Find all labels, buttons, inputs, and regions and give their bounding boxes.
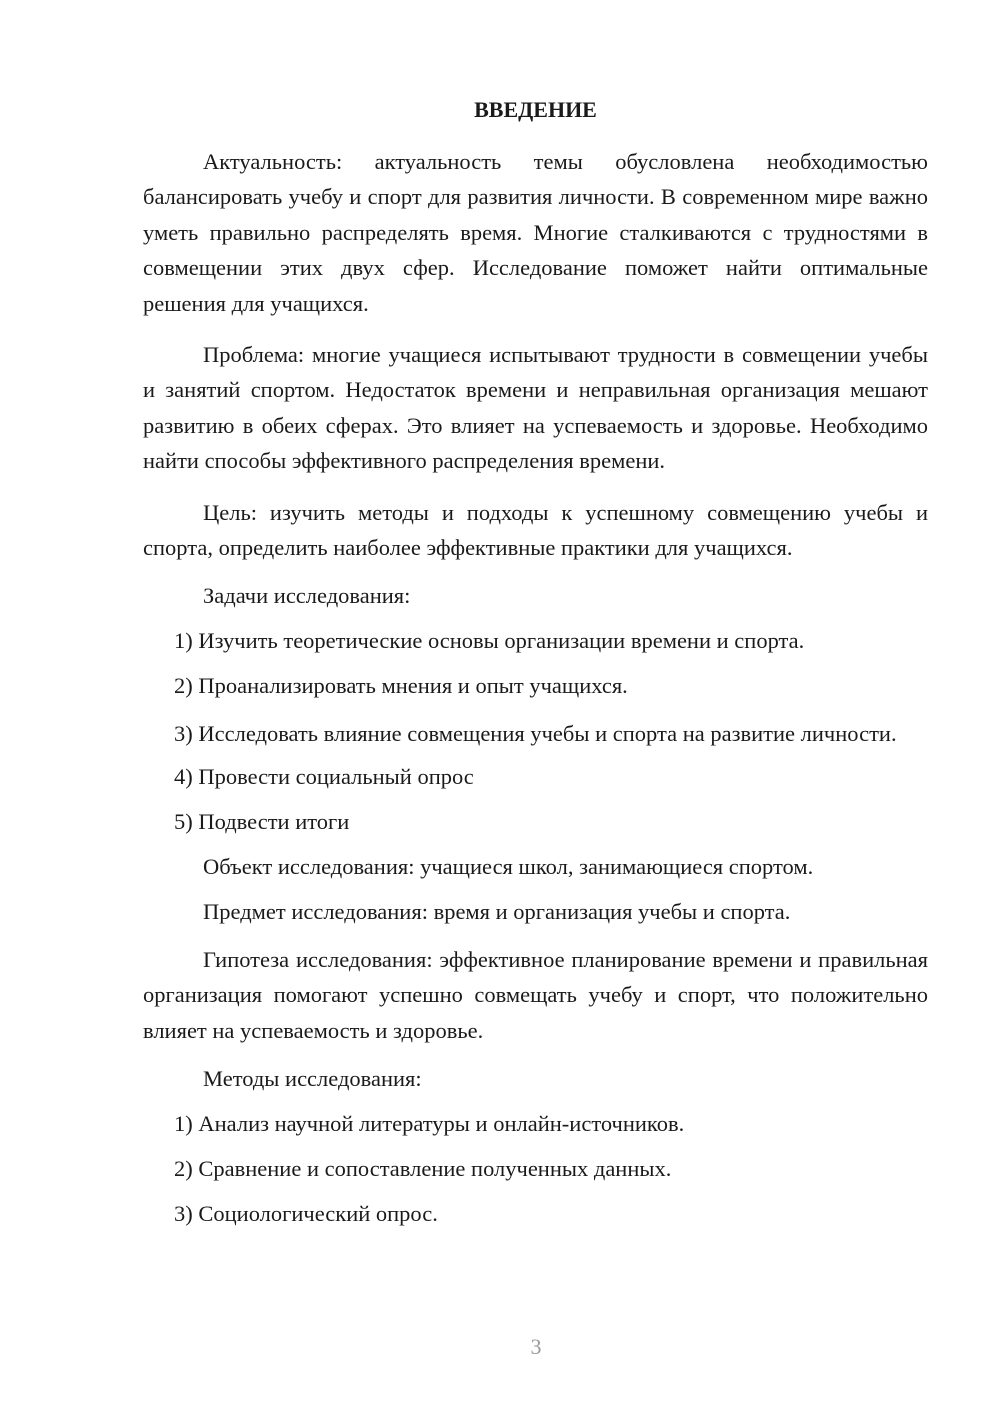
task-item: 5) Подвести итоги xyxy=(174,808,350,834)
task-item: 4) Провести социальный опрос xyxy=(174,763,474,789)
problem-paragraph: Проблема: многие учащиеся испытывают трудности в совмещении учебы и занятий спортом. Недостаток времени и неправильная организация мешают развитию в обеих сферах. Это влияет на успеваемость и здоровье. Необходимо найти способы эффективного распределения времени. xyxy=(143,342,928,474)
task-item: 1) Изучить теоретические основы организации времени и спорта. xyxy=(174,628,805,654)
relevance-paragraph: Актуальность: актуальность темы обусловлена необходимостью балансировать учебу и спорт для развития личности. В современном мире важно уметь правильно распределять время. Многие сталкиваются с трудностями в совмещении этих двух сфер. Исследование поможет найти оптимальные решения для учащихся. xyxy=(143,149,928,316)
method-item: 3) Социологический опрос. xyxy=(174,1201,438,1227)
task-item: 3) Исследовать влияние совмещения учебы и спорта на развитие личности. xyxy=(174,721,897,747)
methods-heading: Методы исследования: xyxy=(203,1066,422,1092)
subject-paragraph: Предмет исследования: время и организация учебы и спорта. xyxy=(203,898,791,924)
object-paragraph: Объект исследования: учащиеся школ, занимающиеся спортом. xyxy=(203,853,814,879)
hypothesis-paragraph: Гипотеза исследования: эффективное планирование времени и правильная организация помогают успешно совмещать учебу и спорт, что положительно влияет на успеваемость и здоровье. xyxy=(143,946,928,1043)
page-body xyxy=(143,94,928,1244)
method-item: 1) Анализ научной литературы и онлайн-источников. xyxy=(174,1111,685,1137)
method-item: 2) Сравнение и сопоставление полученных данных. xyxy=(174,1156,672,1182)
page-title: ВВЕДЕНИЕ xyxy=(474,97,597,122)
task-item: 2) Проанализировать мнения и опыт учащихся. xyxy=(174,673,628,699)
tasks-heading: Задачи исследования: xyxy=(203,583,411,609)
page-number: 3 xyxy=(530,1334,542,1359)
goal-paragraph: Цель: изучить методы и подходы к успешному совмещению учебы и спорта, определить наиболее эффективные практики для учащихся. xyxy=(143,499,928,561)
